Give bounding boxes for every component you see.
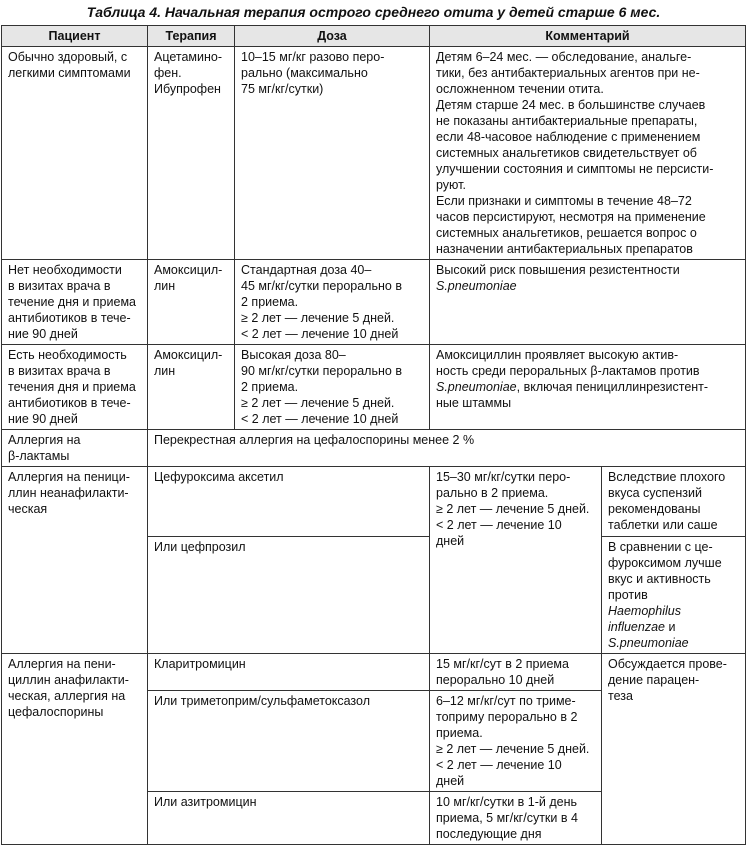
cell-text xyxy=(436,693,597,789)
cell-text xyxy=(8,656,143,720)
therapy-cell: Или цефпрозил xyxy=(148,537,430,654)
cell-text xyxy=(436,469,597,549)
comment-cell xyxy=(430,345,746,430)
header-dose: Доза xyxy=(235,26,430,47)
comment-cell xyxy=(602,467,746,537)
comment-line: ные штаммы xyxy=(436,396,512,410)
text-line: не показаны антибактериальные препараты, xyxy=(436,114,698,128)
cell-text xyxy=(241,347,425,427)
text-line: тики, без антибактериальных агентов при не- xyxy=(436,66,700,80)
therapy-cell: Кларитромицин xyxy=(148,654,430,691)
text-line: течения дня и приема xyxy=(8,380,136,394)
text-line: 10–15 мг/кг разово перо- xyxy=(241,50,385,64)
text-line: фен. xyxy=(154,66,182,80)
text-line: рально в 2 приема. xyxy=(436,486,549,500)
table-row xyxy=(2,430,746,467)
text-line: рально (максимально xyxy=(241,66,368,80)
text-line: Детям 6–24 мес. — обследование, анальге- xyxy=(436,50,692,64)
therapy-cell xyxy=(148,47,235,260)
table-row xyxy=(2,47,746,260)
comment-line: Амоксициллин проявляет высокую актив- xyxy=(436,348,679,362)
text-line: Ибупрофен xyxy=(154,82,221,96)
text-line: < 2 лет — лечение 10 xyxy=(436,758,562,772)
text-line: Обычно здоровый, с xyxy=(8,50,128,64)
text-line: < 2 лет — лечение 10 xyxy=(436,518,562,532)
text-line: вкус и активность xyxy=(608,572,711,586)
text-line: теза xyxy=(608,689,633,703)
comment-text: и xyxy=(665,620,676,634)
patient-cell xyxy=(2,260,148,345)
text-line: Вследствие плохого xyxy=(608,470,726,484)
dose-cell xyxy=(430,691,602,792)
text-line: ≥ 2 лет — лечение 5 дней. xyxy=(241,396,395,410)
cell-text xyxy=(241,49,425,97)
text-line: 90 мг/кг/сутки перорально в xyxy=(241,364,402,378)
text-line: Амоксицил- xyxy=(154,263,223,277)
cell-text xyxy=(436,49,741,257)
text-line: фуроксимом лучше xyxy=(608,556,722,570)
dose-cell xyxy=(430,654,602,691)
text-line: Высокая доза 80– xyxy=(241,348,346,362)
text-line: дней xyxy=(436,774,465,788)
patient-cell xyxy=(2,654,148,845)
text-line: Ацетамино- xyxy=(154,50,223,64)
table-row xyxy=(2,345,746,430)
text-line: против xyxy=(608,588,648,602)
cell-text xyxy=(436,794,597,842)
text-line: циллин анафилакти- xyxy=(8,673,129,687)
text-line: 6–12 мг/кг/сут по триме- xyxy=(436,694,576,708)
therapy-cell xyxy=(148,260,235,345)
cell-text xyxy=(154,262,230,294)
text-line: Стандартная доза 40– xyxy=(241,263,372,277)
comment-line: , включая пенициллинрезистент- xyxy=(516,380,709,394)
text-line: вкуса суспензий xyxy=(608,486,702,500)
text-line: Аллергия на пени- xyxy=(8,657,116,671)
text-line: приема, 5 мг/кг/сутки в 4 xyxy=(436,811,578,825)
text-line: часов персистируют, несмотря на применение xyxy=(436,210,706,224)
text-line: улучшении состояния и симптомы не персисти- xyxy=(436,162,714,176)
text-line: ≥ 2 лет — лечение 5 дней. xyxy=(436,502,590,516)
patient-cell xyxy=(2,467,148,654)
text-line: Обсуждается прове- xyxy=(608,657,727,671)
cell-text xyxy=(8,432,143,464)
cell-text xyxy=(8,262,143,342)
text-line: В сравнении с це- xyxy=(608,540,713,554)
text-line: таблетки или саше xyxy=(608,518,718,532)
text-line: 45 мг/кг/сутки перорально в xyxy=(241,279,402,293)
header-row xyxy=(2,26,746,47)
comment-text: Высокий риск повышения резистентности xyxy=(436,263,680,277)
text-line: Амоксицил- xyxy=(154,348,223,362)
comment-cell xyxy=(430,260,746,345)
text-line: антибиотиков в тече- xyxy=(8,396,131,410)
text-line: ≥ 2 лет — лечение 5 дней. xyxy=(241,311,395,325)
text-line: системных анальгетиков свидетельствует об xyxy=(436,146,697,160)
therapy-cell: Или азитромицин xyxy=(148,792,430,845)
species-name: S.pneumoniae xyxy=(436,279,517,293)
table-row xyxy=(2,260,746,345)
text-line: Аллергия на xyxy=(8,433,81,447)
text-line: 2 приема. xyxy=(241,295,299,309)
text-line: последующие дня xyxy=(436,827,542,841)
species-name: Haemophilus xyxy=(608,604,681,618)
text-line: Если признаки и симптомы в течение 48–72 xyxy=(436,194,692,208)
text-line: в визитах врача в xyxy=(8,364,111,378)
text-line: Детям старше 24 мес. в большинстве случаев xyxy=(436,98,706,112)
cell-text xyxy=(154,347,230,379)
text-line: < 2 лет — лечение 10 дней xyxy=(241,412,399,426)
text-line: перорально 10 дней xyxy=(436,673,555,687)
text-line: осложненном течении отита. xyxy=(436,82,604,96)
dose-cell xyxy=(235,260,430,345)
dose-cell xyxy=(235,47,430,260)
text-line: ≥ 2 лет — лечение 5 дней. xyxy=(436,742,590,756)
dose-cell xyxy=(430,792,602,845)
text-line: течение дня и приема xyxy=(8,295,136,309)
text-line: системных анальгетиков, решается вопрос о xyxy=(436,226,697,240)
table-caption: Таблица 4. Начальная терапия острого среднего отита у детей старше 6 мес. xyxy=(86,4,661,20)
text-line: дение парацен- xyxy=(608,673,700,687)
cell-text xyxy=(436,656,597,688)
text-line: антибиотиков в тече- xyxy=(8,311,131,325)
text-line: 15 мг/кг/сут в 2 приема xyxy=(436,657,569,671)
cell-text xyxy=(154,49,230,97)
header-comment: Комментарий xyxy=(430,26,746,47)
patient-cell xyxy=(2,47,148,260)
text-line: ние 90 дней xyxy=(8,327,78,341)
text-line: 15–30 мг/кг/сутки перо- xyxy=(436,470,571,484)
comment-cell xyxy=(602,654,746,845)
dose-cell xyxy=(430,467,602,654)
comment-line: ность среди пероральных β-лактамов против xyxy=(436,364,700,378)
text-line: топриму перорально в 2 xyxy=(436,710,578,724)
patient-cell xyxy=(2,345,148,430)
text-line: в визитах врача в xyxy=(8,279,111,293)
text-line: β-лактамы xyxy=(8,449,70,463)
patient-cell xyxy=(2,430,148,467)
text-line: 2 приема. xyxy=(241,380,299,394)
text-line: если 48-часовое наблюдение с применением xyxy=(436,130,701,144)
cell-text xyxy=(608,469,741,533)
text-line: легкими симптомами xyxy=(8,66,131,80)
note-cell: Перекрестная аллергия на цефалоспорины менее 2 % xyxy=(148,430,746,467)
text-line: 10 мг/кг/сутки в 1-й день xyxy=(436,795,577,809)
text-line: 75 мг/кг/сутки) xyxy=(241,82,324,96)
species-name: S.pneumoniae xyxy=(436,380,517,394)
text-line: рекомендованы xyxy=(608,502,701,516)
header-patient: Пациент xyxy=(2,26,148,47)
table-row xyxy=(2,654,746,691)
cell-text xyxy=(608,539,741,603)
cell-text xyxy=(8,49,143,81)
cell-text xyxy=(241,262,425,342)
text-line: ние 90 дней xyxy=(8,412,78,426)
comment-cell xyxy=(430,47,746,260)
text-line: Нет необходимости xyxy=(8,263,122,277)
therapy-cell: Цефуроксима аксетил xyxy=(148,467,430,537)
text-line: < 2 лет — лечение 10 дней xyxy=(241,327,399,341)
cell-text xyxy=(8,347,143,427)
species-name: S.pneumoniae xyxy=(608,636,689,650)
text-line: лин xyxy=(154,364,176,378)
text-line: приема. xyxy=(436,726,483,740)
text-line: Аллергия на пеници- xyxy=(8,470,130,484)
cell-text xyxy=(608,656,741,704)
text-line: дней xyxy=(436,534,465,548)
text-line: ллин неанафилакти- xyxy=(8,486,129,500)
header-therapy: Терапия xyxy=(148,26,235,47)
therapy-table xyxy=(1,25,746,845)
text-line: цефалоспорины xyxy=(8,705,104,719)
text-line: руют. xyxy=(436,178,466,192)
table-row xyxy=(2,467,746,537)
species-name: influenzae xyxy=(608,620,665,634)
therapy-cell xyxy=(148,345,235,430)
comment-cell xyxy=(602,537,746,654)
text-line: ческая, аллергия на xyxy=(8,689,126,703)
cell-text xyxy=(8,469,143,517)
dose-cell xyxy=(235,345,430,430)
text-line: лин xyxy=(154,279,176,293)
text-line: Есть необходимость xyxy=(8,348,127,362)
text-line: назначении антибактериальных препаратов xyxy=(436,242,693,256)
text-line: ческая xyxy=(8,502,48,516)
therapy-cell: Или триметоприм/сульфаметоксазол xyxy=(148,691,430,792)
